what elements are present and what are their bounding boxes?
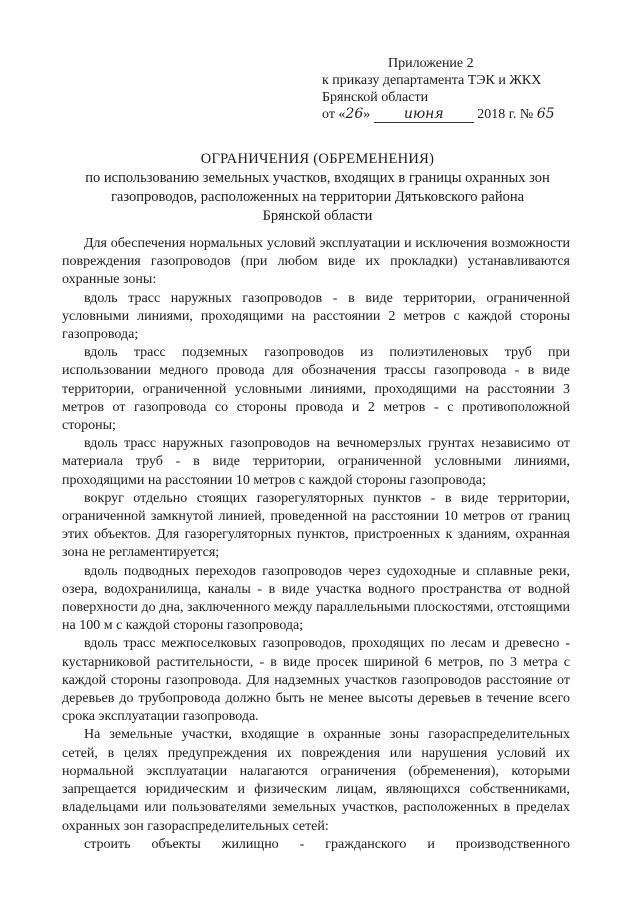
paragraph: вдоль трасс наружных газопроводов на вечномерзлых грунтах независимо от материала труб - в виде территории, ограниченной условными линиями, проходящими на расстоянии 10 метров с каждой стороны газопровода; [62,436,570,488]
paragraph: вдоль трасс наружных газопроводов - в виде территории, ограниченной условными линиями, проходящими на расстоянии 2 метров с каждой стороны газопровода; [62,290,570,343]
appendix-title: Приложение 2 [388,56,474,71]
handwritten-number: 65 [536,106,555,122]
order-date-line [322,106,555,123]
document-heading [40,150,595,226]
heading-line-2: по использованию земельных участков, входящих в границы охранных зон [85,170,550,186]
paragraph: вдоль трасс подземных газопроводов из полиэтиленовых труб при использовании медного провода для обозначения трассы газопровода - в виде территории, ограниченной условными линиями, проходящими на расстоянии 3 метров от газопровода со стороны провода и 2 метров - с противоположной стороны; [62,345,570,434]
heading-line-4: Брянской области [262,208,373,224]
paragraph: вокруг отдельно стоящих газорегуляторных пунктов - в виде территории, ограниченной замкнутой линией, проведенной на расстоянии 10 метров от границ этих объектов. Для газорегуляторных пунктов, пристроенных к зданиям, охранная зона не регламентируется; [62,490,570,561]
appendix-block [322,55,555,123]
document-body [62,235,570,854]
date-prefix: от « [322,107,346,122]
handwritten-month: июня [374,107,474,123]
paragraph: вдоль трасс межпоселковых газопроводов, проходящих по лесам и древесно - кустарниковой растительности, - в виде просек шириной 6 метров, по 3 метра с каждой стороны газопровода. Для надземных участков газопроводов расстояние от деревьев до трубопровода должно быть не менее высоты деревьев в течение всего срока эксплуатации газопровода. [62,636,570,725]
date-mid: » [363,107,371,122]
paragraph: Для обеспечения нормальных условий эксплуатации и исключения возможности повреждения газопроводов (при любом виде их прокладки) устанавливаются охранные зоны: [62,236,570,288]
heading-title: ОГРАНИЧЕНИЯ (ОБРЕМЕНЕНИЯ) [200,151,435,167]
paragraph: На земельные участки, входящие в охранные зоны газораспределительных сетей, в целях предупреждения их повреждения или нарушения условий их нормальной эксплуатации налагаются ограничения (обременения), которыми запрещается юридическим и физическим лицам, являющихся собственниками, владельцами или пользователями земельных участков, расположенных в пределах охранных зон газораспределительных сетей: [62,727,570,834]
paragraph: вдоль подводных переходов газопроводов через судоходные и сплавные реки, озера, водохранилища, каналы - в виде участка водного пространства от водной поверхности до дна, заключенного между параллельными плоскостями, отстоящими на 100 м с каждой стороны газопровода; [62,563,570,634]
paragraph-continued: строить объекты жилищно - гражданского и производственного [84,836,570,852]
region-name: Брянской области [322,90,429,105]
order-reference: к приказу департамента ТЭК и ЖКХ [322,73,542,88]
year-number-label: 2018 г. № [477,107,534,122]
heading-line-3: газопроводов, расположенных на территории Дятьковского района [110,189,525,205]
handwritten-day: 26 [345,106,364,122]
